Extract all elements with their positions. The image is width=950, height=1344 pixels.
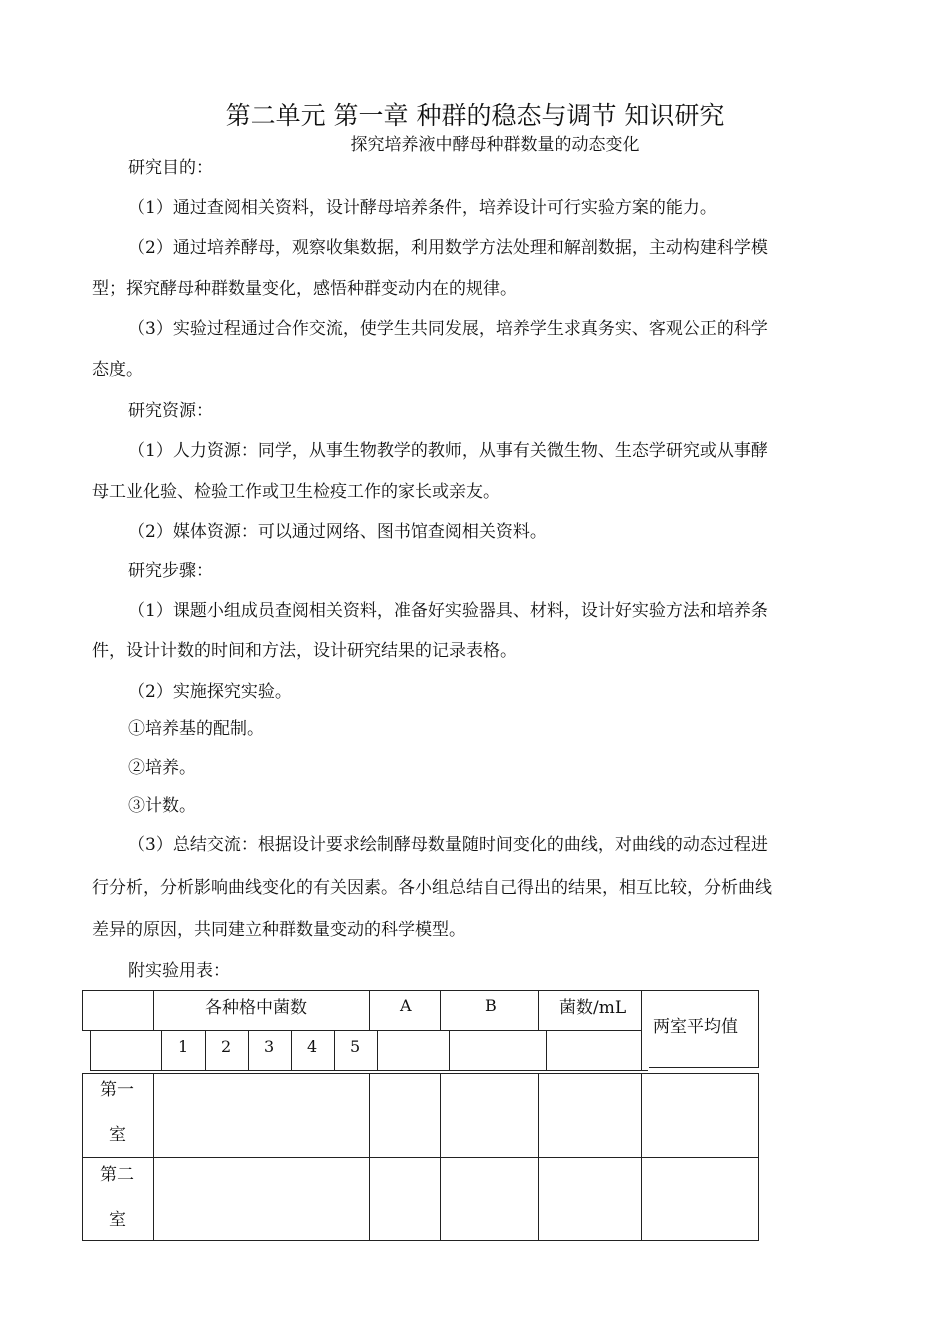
row-chamber-1-label-2: 室 (109, 1125, 126, 1145)
header-b: B (485, 996, 497, 1015)
goal-item-2-line-1: （2）通过培养酵母，观察收集数据，利用数学方法处理和解剖数据，主动构建科学模 (128, 238, 768, 258)
sub-col-1: 1 (178, 1037, 189, 1056)
sub-col-4: 4 (307, 1037, 318, 1056)
header-per-ml: 菌数/mL (559, 998, 627, 1018)
goal-item-2-line-2: 型；探究酵母种群数量变化，感悟种群变动内在的规律。 (92, 279, 517, 299)
goal-item-3-line-2: 态度。 (92, 360, 143, 380)
sub-col-3: 3 (264, 1037, 275, 1056)
step-3-line-3: 差异的原因，共同建立种群数量变动的科学模型。 (92, 920, 466, 940)
resource-item-1-line-2: 母工业化验、检验工作或卫生检疫工作的家长或亲友。 (92, 482, 500, 502)
step-3-line-1: （3）总结交流：根据设计要求绘制酵母数量随时间变化的曲线，对曲线的动态过程进 (128, 835, 768, 855)
page-subtitle: 探究培养液中酵母种群数量的动态变化 (350, 135, 640, 155)
step-2-substep-2: ②培养。 (128, 758, 196, 778)
sub-col-2: 2 (221, 1037, 232, 1056)
step-2: （2）实施探究实验。 (128, 682, 292, 702)
sub-col-5: 5 (350, 1037, 361, 1056)
step-2-substep-3: ③计数。 (128, 796, 196, 816)
header-grid-counts: 各种格中菌数 (205, 998, 307, 1018)
goal-item-1: （1）通过查阅相关资料，设计酵母培养条件，培养设计可行实验方案的能力。 (128, 198, 717, 218)
steps-heading: 研究步骤： (128, 561, 213, 581)
resource-item-2: （2）媒体资源：可以通过网络、图书馆查阅相关资料。 (128, 522, 547, 542)
step-2-substep-1: ①培养基的配制。 (128, 719, 264, 739)
step-1-line-2: 件，设计计数的时间和方法，设计研究结果的记录表格。 (92, 641, 517, 661)
page-title: 第二单元 第一章 种群的稳态与调节 知识研究 (225, 101, 725, 130)
row-chamber-2-label-2: 室 (109, 1210, 126, 1230)
row-chamber-2-label-1: 第二 (100, 1165, 134, 1185)
resource-item-1-line-1: （1）人力资源：同学，从事生物教学的教师，从事有关微生物、生态学研究或从事酵 (128, 441, 768, 461)
header-two-chamber-average: 两室平均值 (653, 1017, 738, 1037)
header-a: A (400, 996, 412, 1015)
step-3-line-2: 行分析，分析影响曲线变化的有关因素。各小组总结自己得出的结果，相互比较，分析曲线 (92, 878, 772, 898)
row-chamber-1-label-1: 第一 (100, 1080, 134, 1100)
table-heading: 附实验用表： (128, 961, 230, 981)
resource-heading: 研究资源： (128, 401, 213, 421)
step-1-line-1: （1）课题小组成员查阅相关资料，准备好实验器具、材料，设计好实验方法和培养条 (128, 601, 768, 621)
goal-heading: 研究目的： (128, 158, 213, 178)
goal-item-3-line-1: （3）实验过程通过合作交流，使学生共同发展，培养学生求真务实、客观公正的科学 (128, 319, 768, 339)
